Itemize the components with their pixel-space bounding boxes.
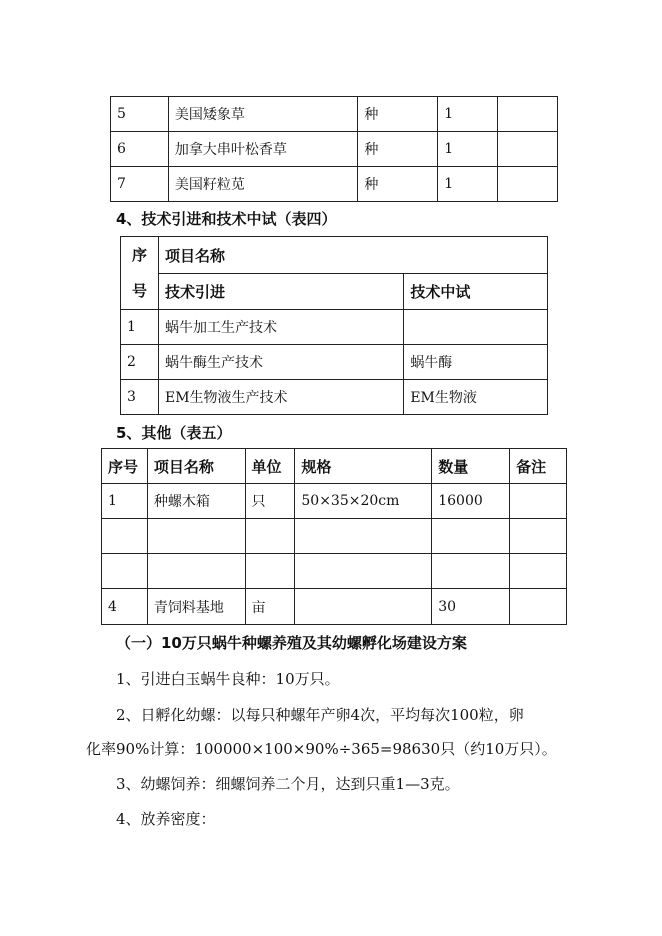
table-row xyxy=(121,310,548,345)
header-serial: 序号 xyxy=(102,449,148,484)
cell-no: 1 xyxy=(102,484,148,519)
cell-unit: 种 xyxy=(358,167,438,202)
cell-spec xyxy=(295,554,432,589)
cell-unit: 种 xyxy=(358,97,438,132)
cell-spec xyxy=(295,589,432,625)
cell-no: 5 xyxy=(111,97,169,132)
table-3-continuation xyxy=(110,96,558,202)
cell-trial: EM生物液 xyxy=(404,380,548,415)
cell-qty: 1 xyxy=(438,97,498,132)
cell-spec: 50×35×20cm xyxy=(295,484,432,519)
table-row xyxy=(121,380,548,415)
table-row xyxy=(102,519,567,554)
cell-name: 加拿大串叶松香草 xyxy=(168,132,358,167)
cell-name: 种螺木箱 xyxy=(147,484,245,519)
header-tech-trial: 技术中试 xyxy=(404,274,548,310)
cell-no: 3 xyxy=(121,380,159,415)
table-row xyxy=(121,345,548,380)
cell-qty: 1 xyxy=(438,167,498,202)
cell-name: 美国矮象草 xyxy=(168,97,358,132)
table-header-row xyxy=(102,449,567,484)
table-row xyxy=(111,167,558,202)
header-project-name: 项目名称 xyxy=(158,237,547,274)
plan-paragraph-1: 1、引进白玉蜗牛良种：10万只。 xyxy=(116,670,340,688)
cell-qty xyxy=(432,519,510,554)
plan-paragraph-3: 3、幼螺饲养：细螺饲养二个月，达到只重1—3克。 xyxy=(116,775,460,793)
cell-qty: 16000 xyxy=(432,484,510,519)
cell-unit xyxy=(245,519,295,554)
header-note: 备注 xyxy=(510,449,567,484)
cell-intro: 蜗牛酶生产技术 xyxy=(158,345,403,380)
table-row xyxy=(111,97,558,132)
header-serial xyxy=(121,237,159,310)
cell-note xyxy=(498,132,558,167)
cell-no xyxy=(102,519,148,554)
cell-note xyxy=(510,484,567,519)
header-project-name: 项目名称 xyxy=(147,449,245,484)
header-serial-bottom: 号 xyxy=(131,282,147,300)
header-unit: 单位 xyxy=(245,449,295,484)
cell-note xyxy=(510,554,567,589)
cell-no: 6 xyxy=(111,132,169,167)
cell-note xyxy=(498,167,558,202)
cell-note xyxy=(510,589,567,625)
cell-unit: 种 xyxy=(358,132,438,167)
cell-note xyxy=(498,97,558,132)
cell-note xyxy=(510,519,567,554)
table-row xyxy=(102,484,567,519)
plan-title: （一）10万只蜗牛种螺养殖及其幼螺孵化场建设方案 xyxy=(116,634,467,652)
cell-qty xyxy=(432,554,510,589)
table-header-row xyxy=(121,237,548,274)
plan-paragraph-4: 4、放养密度： xyxy=(116,810,216,828)
table-header-row xyxy=(121,274,548,310)
cell-qty: 1 xyxy=(438,132,498,167)
cell-unit: 亩 xyxy=(245,589,295,625)
cell-intro: 蜗牛加工生产技术 xyxy=(158,310,403,345)
table-row xyxy=(102,589,567,625)
cell-unit: 只 xyxy=(245,484,295,519)
section-5-title: 5、其他（表五） xyxy=(116,424,232,442)
cell-name: 美国籽粒苋 xyxy=(168,167,358,202)
cell-no: 1 xyxy=(121,310,159,345)
table-4 xyxy=(120,236,548,415)
table-5 xyxy=(101,448,567,625)
cell-no xyxy=(102,554,148,589)
plan-paragraph-2a: 2、日孵化幼螺：以每只种螺年产卵4次，平均每次100粒，卵 xyxy=(116,706,524,724)
cell-trial xyxy=(404,310,548,345)
section-4-title: 4、技术引进和技术中试（表四） xyxy=(116,210,337,228)
header-tech-intro: 技术引进 xyxy=(158,274,403,310)
cell-qty: 30 xyxy=(432,589,510,625)
cell-no: 7 xyxy=(111,167,169,202)
table-row xyxy=(102,554,567,589)
cell-spec xyxy=(295,519,432,554)
cell-name xyxy=(147,554,245,589)
cell-unit xyxy=(245,554,295,589)
plan-paragraph-2b: 化率90%计算：100000×100×90%÷365=98630只（约10万只）。 xyxy=(86,740,557,758)
header-spec: 规格 xyxy=(295,449,432,484)
cell-trial: 蜗牛酶 xyxy=(404,345,548,380)
cell-no: 4 xyxy=(102,589,148,625)
header-quantity: 数量 xyxy=(432,449,510,484)
cell-name: 青饲料基地 xyxy=(147,589,245,625)
cell-no: 2 xyxy=(121,345,159,380)
header-serial-top: 序 xyxy=(131,246,147,264)
cell-name xyxy=(147,519,245,554)
cell-intro: EM生物液生产技术 xyxy=(158,380,403,415)
table-row xyxy=(111,132,558,167)
